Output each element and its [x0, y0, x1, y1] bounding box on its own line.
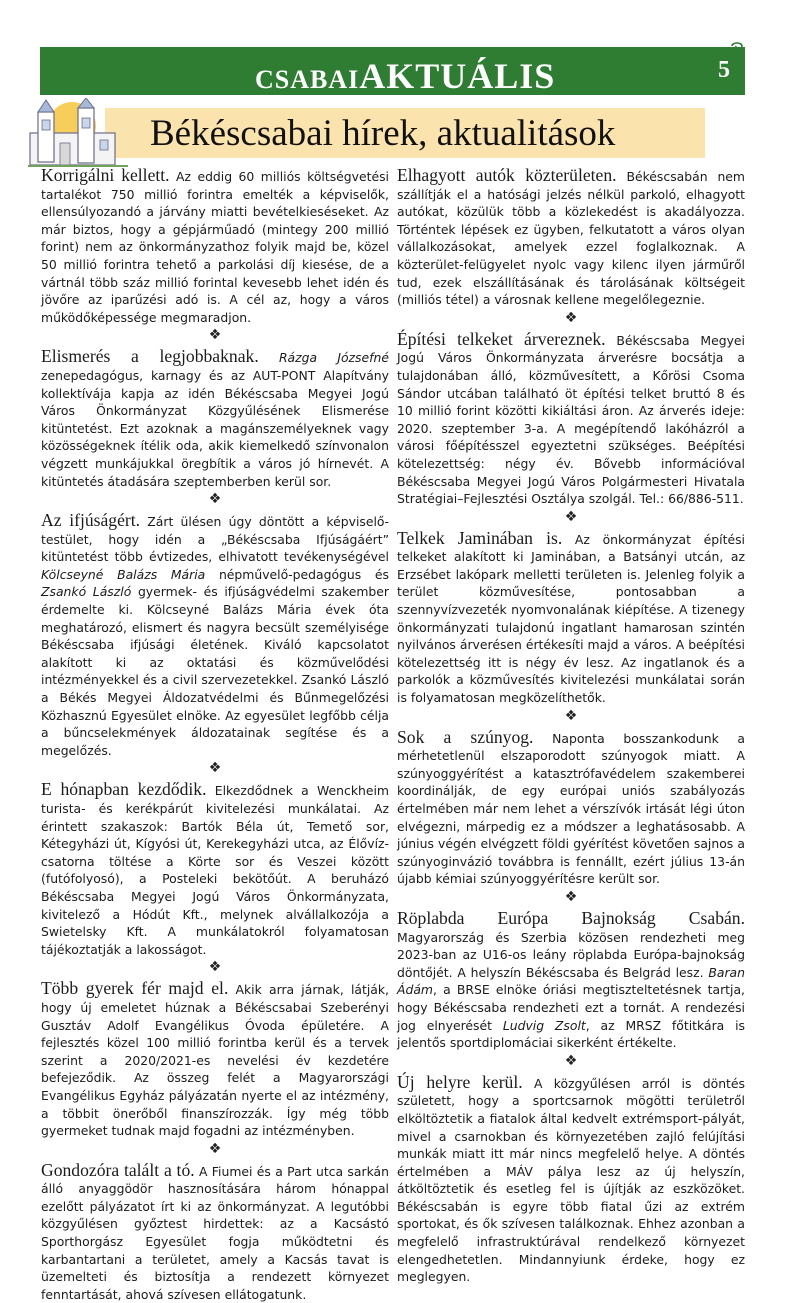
article: [397, 1071, 745, 1286]
article: [41, 348, 389, 490]
article-body: zenepedagógus, karnagy és az AUT-PONT Alapítvány kollektívája kapja az idén Békéscsaba Megyei Jogú Város Önkormányzat Közgyűlésének Elismerése kitüntetést. Ezt azoknak a magánszemélyeknek vagy közösségeknek ítélik oda, akik kiemelkedő színvonalon végzett munkájukkal öregbítik a város jó hírnevét. A kitüntetés átadására szeptemberben kerül sor.: [41, 367, 389, 489]
article-body-italic: Ludvig Zsolt: [502, 1017, 586, 1033]
article: [41, 167, 389, 326]
article-body: , az MRSZ főtitkára is jelentős sportdiplomáciai sikerként értékelte.: [397, 1017, 745, 1051]
article: [41, 781, 389, 958]
article-headline: E hónapban kezdődik.: [41, 779, 207, 800]
separator-icon: ❖: [564, 888, 578, 905]
article-body: népművelő-pedagógus és: [218, 566, 389, 582]
article-body: Magyarország és Szerbia közösen rendezheti meg 2023-ban az U16-os leány röplabda Európa-bajnokság döntőjét. A helyszín Békéscsaba és Belgrád lesz.: [397, 929, 745, 980]
article-body: Elkezdődnek a Wenckheim turista- és kerékpárút kivitelezési munkálatai. Az érintett szakaszok: Bartók Béla út, Temető sor, Kétegyházi út, Kígyósi út, Kerekegyházi utca, az Élővíz-csatorna töltése a Körte sor és Veszei között (futófolyosó), a Posteleki bekötőút. A beruházó Békéscsaba Megyei Jogú Város Önkormányzata, kivitelező a Hódút Kft., melynek alvállalkozója a Swietelsky Kft. A munkálatokról folyamatosan tájékoztatják a lakosságot.: [41, 783, 389, 957]
article: [397, 527, 745, 707]
article: [397, 167, 745, 309]
article-headline: Elismerés a legjobbaknak.: [41, 346, 259, 367]
article-body-italic: Zsankó László: [41, 584, 132, 600]
article: [41, 980, 389, 1139]
article-headline: Elhagyott autók közterületen.: [397, 165, 617, 185]
separator-icon: ❖: [208, 760, 222, 777]
article-headline: Több gyerek fér majd el.: [41, 978, 229, 999]
swirl-ornament-icon: [730, 36, 744, 46]
section-title: Békéscsabai hírek, aktualitások: [150, 113, 616, 154]
article-body: A közgyűlésen arról is döntés született, hogy a sportcsarnok mögötti területről elköltöztetik a fiatalok által kedvelt extrémsport-pályát, mivel a csarnokban és környezetében zajló felújítási munkák miatt itt már nincs megfelelő helye. A döntés értelmében a MÁV pálya lesz az új helyszín, átköltöztetik és esetleg fel is újítják az eszközöket. Békéscsabán is egyre több fiatal űzi az extrém sportokat, és ők szívesen találkoznak. Ehhez azonban a megfelelő infrastruktúrával rendelkező környezet elengedhetetlen. Mindannyiunk érdeke, hogy ez meglegyen.: [397, 1075, 745, 1285]
article-body: Az önkormányzat építési telkeket alakított ki Jaminában, a Batsányi utcán, az Erzsébet lakópark melletti területen is. Jelenleg folyik a terület közművesítése, pontosabban a szennyvízvezeték nyomvonalának kiépítése. A tizenegy önkormányzati tulajdonú ingatlant hamarosan szintén nyilvános árverésen értékesíti majd a város. A beépítési kötelezettség itt is négy év lesz. Az ingatlanok és a parkolók a közművesítés kivitelezési munkálatai során is folyamatosan megközelíthetők.: [397, 531, 745, 706]
separator-icon: ❖: [208, 491, 222, 508]
article-headline: Telkek Jaminában is.: [397, 527, 563, 548]
article-headline: Sok a szúnyog.: [397, 726, 534, 747]
separator-icon: ❖: [208, 959, 222, 976]
separator-icon: ❖: [564, 707, 578, 724]
article-body-italic: Baran Ádám: [397, 964, 745, 998]
article-body: gyermek- és ifjúságvédelmi szakember érdemelte ki. Kölcseyné Balázs Mária évek óta meghatározó, elismert és nagyra becsült személyisége Békéscsaba ifjúsági életének. Kiváló kapcsolatot alakított ki az oktatási és közművelődési intézményekkel és a civil szervezetekkel. Zsankó László a Békés Megyei Áldozatvédelmi és Bűnmegelőzési Közhasznú Egyesület elnöke. Az egyesület legfőbb célja a bűncselekmények áldozatainak segítése és a megelőzés.: [41, 584, 389, 758]
article-headline: Építési telkeket árvereznek.: [397, 328, 606, 349]
article-headline: Gondozóra talált a tó.: [41, 1159, 195, 1180]
separator-icon: ❖: [208, 1140, 222, 1157]
article: [397, 907, 745, 1052]
article-body: A Fiumei és a Part utca sarkán álló anyaggödör hasznosítására három hónappal ezelőtt pályázatot írt ki az önkormányzat. A legutóbbi közgyűlésen győztest hirdettek: az a Kacsástó Sporthorgász Egyesület fogja működtetni és karbantartani a területet, amely a Kacsás tavat is üzemelteti és biztosítja a rendezett környezet fenntartását, ahová szívesen ellátogatunk.: [41, 1163, 389, 1302]
brand-big: AKTUÁLIS: [359, 56, 556, 96]
article-body: Naponta bosszankodunk a mérhetetlenül elszaporodott szúnyogok miatt. A szúnyoggyérítést a katasztrófavédelem szakemberei koordinálják, de egy európai uniós szabályozás értelmében már nem lehet a vérszívók irtását légi úton elvégezni, márpedig ez a módszer a leghatásosabb. A június végén elvégzett földi gyérítést követően sajnos a szúnyoginvázió továbbra is fennállt, ezért július 13-án újabb kémiai szúnyoggyérítésre került sor.: [397, 730, 745, 887]
article-headline: Az ifjúságért.: [41, 510, 141, 531]
separator-icon: ❖: [564, 508, 578, 525]
church-illustration-icon: [20, 98, 130, 168]
article-headline: Új helyre kerül.: [397, 1071, 523, 1092]
article-body: Zárt ülésen úgy döntött a képviselő-testület, hogy idén a „Békéscsaba Ifjúságáért” kitüntetést több évtizedes, elhivatott tevékenységével: [41, 514, 389, 565]
article-body-italic: Kölcseyné Balázs Mária: [41, 566, 206, 582]
article-body: Békéscsabán nem szállítják el a hatósági jelzés nélkül parkoló, elhagyott autókat, közülük több a közlekedést is akadályozza. Történtek lépések ez ügyben, felkutatott a város olyan vállalkozásokat, amelyek ezzel foglalkoznak. A közterület-felügyelet nyolc vagy kilenc ilyen járműről tud, ezek elszállításának és tárolásának költségeit (milliós tétel) a városnak kellene megelőlegeznie.: [397, 169, 745, 308]
separator-icon: ❖: [564, 309, 578, 326]
separator-icon: ❖: [564, 1052, 578, 1069]
article-body: , a BRSE elnöke óriási megtiszteltetésnek tartja, hogy Békéscsaba rendezheti ezt a tornát. A rendezési jog elnyerését: [397, 982, 745, 1033]
article: [41, 512, 389, 759]
section-title-band: [105, 108, 705, 158]
right-column: [397, 167, 745, 1286]
article-body: Az eddig 60 milliós költségvetési tartalékot 750 millió forintra emelték a képviselők, ellensúlyozandó a járvány miatti bevételkieséseket. Az már biztos, hogy a gépjárműadó (mintegy 200 millió forint) nem az önkormányzathoz folyik majd be, közel 50 millió forintra tehető a parkolási díj kiesése, de a vártnál több száz millió forintal kevesebb lehet idén és jövőre az iparűzési adó is. A cél az, hogy a város működőképessége megmaradjon.: [41, 169, 389, 325]
article: [397, 726, 745, 888]
article-body: Akik arra járnak, látják, hogy új emeletet húznak a Békéscsabai Szeberényi Gusztáv Adolf Evangélikus Óvoda épületére. A fejlesztés közel 100 millió forintba kerül és a tervek szerint a 2020/2021-es nevelési év kezdetére befejeződik. Az összeg felét a Magyarországi Evangélikus Egyház pályázatán nyerte el az intézmény, a többit önerőből finanszírozzák. Így még több gyermeket tudnak majd fogadni az intézményben.: [41, 982, 389, 1139]
separator-icon: ❖: [208, 327, 222, 344]
publication-brand: [255, 55, 555, 97]
article-headline: Korrigálni kellett.: [41, 165, 170, 185]
article-headline: Röplabda Európa Bajnokság Csabán.: [397, 907, 745, 928]
page-number: 5: [718, 57, 730, 83]
brand-small: CSABAI: [255, 65, 360, 94]
left-column: [41, 167, 389, 1303]
article-body-italic: Rázga Józsefné: [278, 350, 389, 366]
article: [41, 1159, 389, 1303]
article-body: Békéscsaba Megyei Jogú Város Önkormányzata árverésre bocsátja a tulajdonában álló, közművesített, a Kőrösi Csoma Sándor utcában található öt építési telket bruttó 8 és 10 millió forint közötti kikiáltási áron. Az árverés ideje: 2020. szeptember 3-a. A megépítendő lakóházról a városi főépítésszel egyeztetni szükséges. Beépítési kötelezettség: négy év. Bővebb információval Békéscsaba Megyei Jogú Város Polgármesteri Hivatala Stratégiai–Fejlesztési Osztálya szolgál. Tel.: 66/886-511.: [397, 332, 745, 507]
article: [397, 328, 745, 508]
header-bar: [40, 47, 745, 95]
